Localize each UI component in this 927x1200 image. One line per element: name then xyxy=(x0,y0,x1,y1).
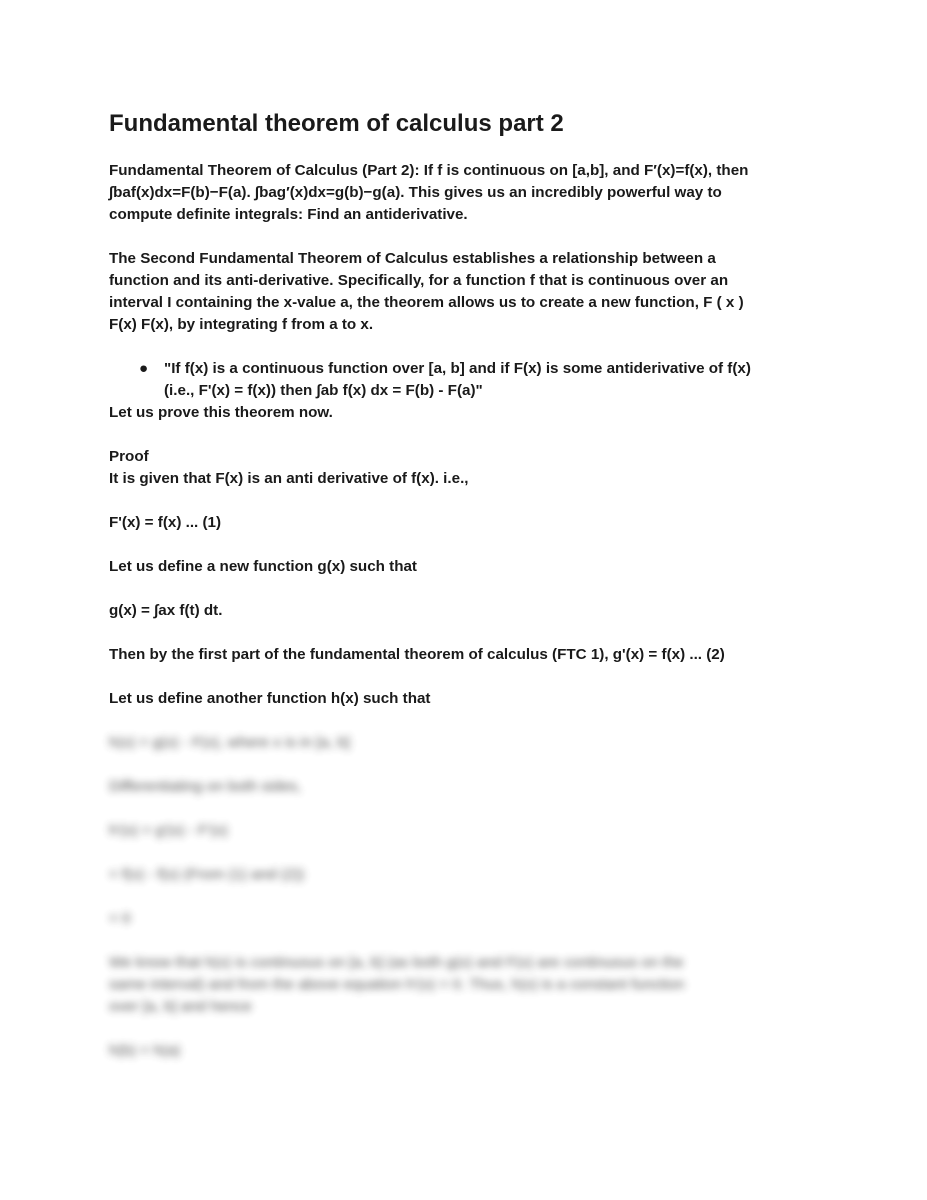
text-line: It is given that F(x) is an anti derivative of f(x). i.e., xyxy=(109,470,469,487)
blurred-line: same interval) and from the above equation h'(x) = 0. Thus, h(x) is a constant function xyxy=(109,976,685,993)
text-line: ∫baf(x)dx=F(b)−F(a). ∫bag′(x)dx=g(b)−g(a). This gives us an incredibly powerful way to xyxy=(109,184,722,201)
document-title: Fundamental theorem of calculus part 2 xyxy=(109,110,564,137)
blurred-line: h(x) = g(x) - F(x), where x is in [a, b] xyxy=(109,734,350,751)
blurred-preview-section xyxy=(109,732,814,1062)
text-line: F(x) F(x), by integrating f from a to x. xyxy=(109,316,374,333)
text-line: Let us prove this theorem now. xyxy=(109,404,333,421)
text-line: compute definite integrals: Find an antiderivative. xyxy=(109,206,468,223)
blurred-line: h'(x) = g'(x) - F'(x) xyxy=(109,822,228,839)
blurred-line: = f(x) - f(x) (From (1) and (2)) xyxy=(109,866,305,883)
proof-heading: Proof xyxy=(109,448,149,465)
text-line: Let us define a new function g(x) such that xyxy=(109,558,417,575)
bullet-item xyxy=(109,358,814,402)
text-line: (i.e., F'(x) = f(x)) then ∫ab f(x) dx = F(b) - F(a)" xyxy=(164,382,483,399)
equation-line: g(x) = ∫ax f(t) dt. xyxy=(109,602,223,619)
blurred-line: over [a, b] and hence xyxy=(109,998,252,1015)
second-theorem-paragraph xyxy=(109,248,814,336)
text-line: Fundamental Theorem of Calculus (Part 2): If f is continuous on [a,b], and F′(x)=f(x), then xyxy=(109,162,749,179)
text-line: Let us define another function h(x) such that xyxy=(109,690,431,707)
text-line: Then by the first part of the fundamental theorem of calculus (FTC 1), g'(x) = f(x) ... (2) xyxy=(109,646,725,663)
blurred-line: = 0 xyxy=(109,910,131,927)
blurred-line: Differentiating on both sides, xyxy=(109,778,302,795)
text-line: function and its anti-derivative. Specifically, for a function f that is continuous over an xyxy=(109,272,729,289)
text-line: "If f(x) is a continuous function over [a, b] and if F(x) is some antiderivative of f(x) xyxy=(164,360,751,377)
document-page xyxy=(109,108,814,1062)
text-line: The Second Fundamental Theorem of Calculus establishes a relationship between a xyxy=(109,250,716,267)
blurred-line: h(b) = h(a) xyxy=(109,1042,181,1059)
text-line: interval I containing the x-value a, the theorem allows us to create a new function, F ( x ) xyxy=(109,294,744,311)
bullet-icon: ● xyxy=(139,360,149,377)
theorem-statement-paragraph xyxy=(109,160,814,226)
blurred-line: We know that h(x) is continuous on [a, b] (as both g(x) and F(x) are continuous on the xyxy=(109,954,684,971)
equation-line: F'(x) = f(x) ... (1) xyxy=(109,514,222,531)
